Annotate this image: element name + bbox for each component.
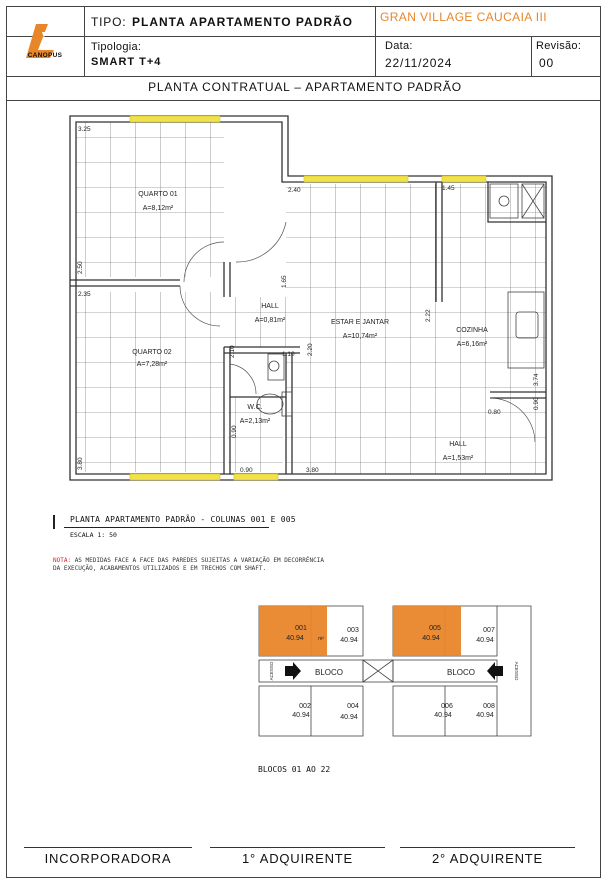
caption-underline — [64, 527, 269, 528]
room-label: ESTAR E JANTAR — [330, 319, 390, 326]
room-area: A=7,28m² — [136, 361, 168, 368]
header-divider — [6, 36, 601, 37]
dimension-label: 1.10 — [282, 351, 295, 358]
unit-number: 006 — [441, 703, 453, 710]
revisao-label: Revisão: — [536, 40, 582, 52]
header-divider — [6, 100, 601, 101]
caption-title: PLANTA APARTAMENTO PADRÃO - COLUNAS 001 E 005 — [70, 515, 296, 524]
floor-plan-drawing — [60, 112, 560, 492]
dimension-label: 2.50 — [77, 261, 84, 274]
unit-number: 005 — [429, 625, 441, 632]
tipo-value: PLANTA APARTAMENTO PADRÃO — [132, 15, 353, 29]
unit-area: 40.94 — [434, 712, 452, 719]
dimension-label: 0.90 — [231, 425, 238, 438]
acesso-label: ACESSO — [514, 661, 519, 681]
tipologia-label: Tipologia: — [91, 41, 142, 53]
dimension-label: 2.35 — [78, 291, 91, 298]
room-area: A=10,74m² — [342, 333, 378, 340]
dimension-label: 2.10 — [229, 345, 236, 358]
header-divider — [84, 6, 85, 76]
dimension-label: 2.22 — [425, 309, 432, 322]
canopus-logo-icon — [14, 20, 76, 66]
room-label: HALL — [261, 303, 279, 310]
room-label: QUARTO 02 — [132, 349, 172, 356]
signature-line — [24, 847, 192, 848]
unit-area: 40.94 — [292, 712, 310, 719]
unit-area: 40.94 — [476, 712, 494, 719]
data-value: 22/11/2024 — [385, 56, 453, 70]
company-logo — [14, 20, 76, 66]
unit-number: 003 — [347, 627, 359, 634]
dimension-label: 2.20 — [307, 343, 314, 356]
unit-area: 40.94 — [422, 635, 440, 642]
dimension-label: 0.90 — [533, 397, 540, 410]
dimension-label: 0.90 — [240, 467, 253, 474]
dimension-label: 3.80 — [306, 467, 319, 474]
header-divider — [6, 76, 601, 77]
unit-area: 40.94 — [340, 637, 358, 644]
signature-adquirente-1: 1° ADQUIRENTE — [242, 851, 353, 866]
dimension-label: 3.74 — [533, 373, 540, 386]
key-plan-drawing — [255, 602, 535, 742]
unit-area: 40.94 — [340, 714, 358, 721]
room-label: COZINHA — [456, 327, 488, 334]
key-plan — [255, 602, 535, 742]
caption-scale: ESCALA 1: 50 — [70, 531, 117, 539]
unit-number: 008 — [483, 703, 495, 710]
header-divider — [375, 6, 376, 76]
dimension-label: 1.45 — [442, 185, 455, 192]
unit-number: 004 — [347, 703, 359, 710]
room-label: W.C. — [247, 404, 263, 411]
logo-text: CANOPUS — [27, 52, 63, 59]
unit-suffix: m² — [318, 636, 324, 642]
room-area: A=2,13m² — [239, 418, 271, 425]
tipo-label: TIPO: — [91, 15, 127, 29]
dimension-label: 2.40 — [288, 187, 301, 194]
signature-line — [400, 847, 575, 848]
key-plan-caption: BLOCOS 01 AO 22 — [258, 765, 331, 774]
room-label: HALL — [449, 441, 467, 448]
unit-area: 40.94 — [476, 637, 494, 644]
caption-marker — [53, 515, 55, 529]
room-label: QUARTO 01 — [138, 191, 178, 198]
tipologia-value: SMART T+4 — [91, 56, 162, 68]
header-divider — [531, 36, 532, 76]
dimension-label: 3.80 — [77, 457, 84, 470]
section-title: PLANTA CONTRATUAL – APARTAMENTO PADRÃO — [148, 80, 462, 94]
note-prefix: NOTA: — [53, 557, 72, 564]
dimension-label: 0.80 — [488, 409, 501, 416]
unit-area: 40.94 — [286, 635, 304, 642]
unit-number: 002 — [299, 703, 311, 710]
data-label: Data: — [385, 40, 413, 52]
revisao-value: 00 — [539, 56, 554, 70]
room-area: A=1,53m² — [442, 455, 474, 462]
acesso-label: ACESSO — [269, 661, 274, 681]
floor-plan — [60, 112, 560, 492]
room-area: A=0,81m² — [254, 317, 286, 324]
room-area: A=8,12m² — [142, 205, 174, 212]
note — [53, 557, 324, 573]
unit-number: 007 — [483, 627, 495, 634]
signature-line — [210, 847, 385, 848]
bloco-label: BLOCO — [446, 668, 476, 677]
note-line1: AS MEDIDAS FACE A FACE DAS PAREDES SUJEITAS A VARIAÇÃO EM DECORRÊNCIA — [74, 557, 324, 564]
signature-adquirente-2: 2° ADQUIRENTE — [432, 851, 543, 866]
signature-incorporadora: INCORPORADORA — [44, 851, 172, 866]
dimension-label: 1.65 — [281, 275, 288, 288]
bloco-label: BLOCO — [314, 668, 344, 677]
project-name: GRAN VILLAGE CAUCAIA III — [380, 10, 547, 24]
dimension-label: 3.25 — [78, 126, 91, 133]
unit-number: 001 — [295, 625, 307, 632]
room-area: A=6,16m² — [456, 341, 488, 348]
note-line2: DA EXECUÇÃO, ACABAMENTOS UTILIZADOS E EM TRECHOS COM SHAFT. — [53, 565, 267, 572]
